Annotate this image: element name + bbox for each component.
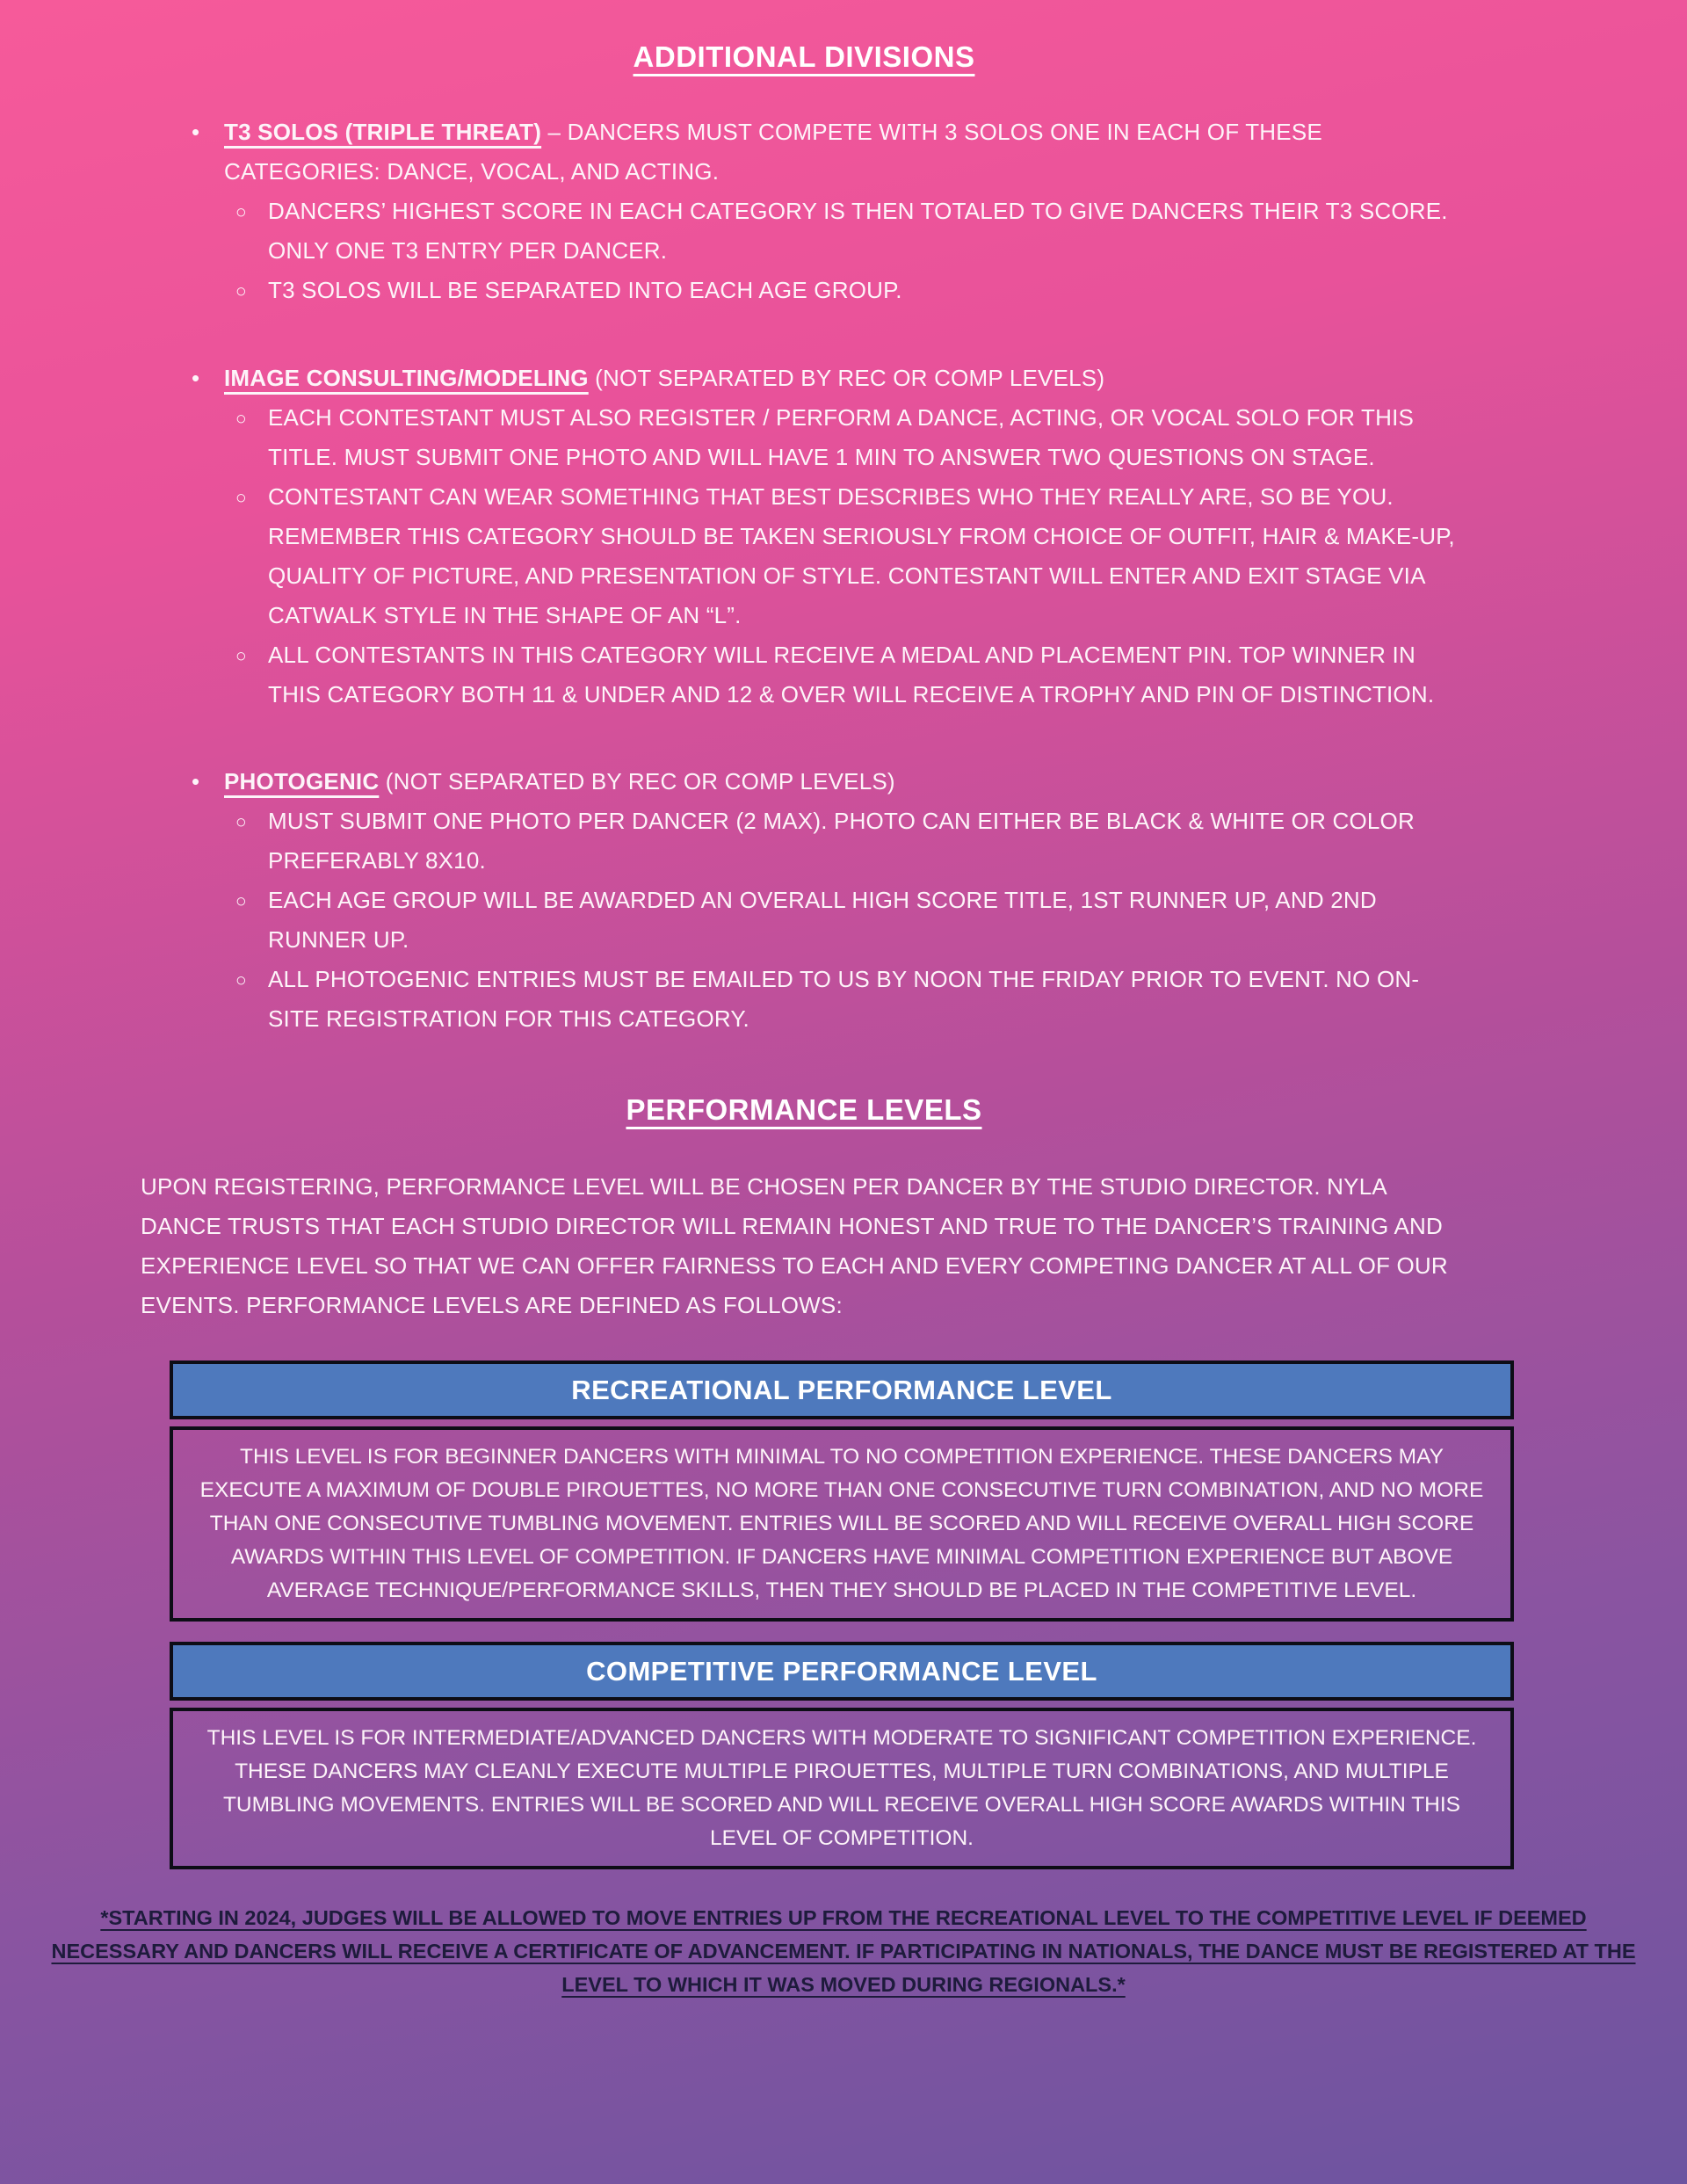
list-item-text: (NOT SEPARATED BY REC OR COMP LEVELS) [379, 768, 895, 795]
sub-list-item-text: EACH CONTESTANT MUST ALSO REGISTER / PERFORM A DANCE, ACTING, OR VOCAL SOLO FOR THIS TITLE. MUST SUBMIT ONE PHOTO AND WILL HAVE 1 MIN TO ANSWER TWO QUESTIONS ON STAGE. [268, 404, 1415, 470]
circle-bullet-icon: ○ [235, 646, 247, 666]
recreational-level-description: THIS LEVEL IS FOR BEGINNER DANCERS WITH MINIMAL TO NO COMPETITION EXPERIENCE. THESE DANCERS MAY EXECUTE A MAXIMUM OF DOUBLE PIROUETTES, NO MORE THAN ONE CONSECUTIVE TURN COMBINATION, AND NO MORE THAN ONE CONSECUTIVE TUMBLING MOVEMENT. ENTRIES WILL BE SCORED AND WILL RECEIVE OVERALL HIGH SCORE AWARDS WITHIN THIS LEVEL OF COMPETITION. IF DANCERS HAVE MINIMAL COMPETITION EXPERIENCE BUT ABOVE AVERAGE TECHNIQUE/PERFORMANCE SKILLS, THEN THEY SHOULD BE PLACED IN THE COMPETITIVE LEVEL. [170, 1426, 1514, 1622]
recreational-level-header [170, 1360, 1514, 1419]
circle-bullet-icon: ○ [235, 891, 247, 911]
sub-list-item [224, 271, 1467, 311]
sub-list-item-text: MUST SUBMIT ONE PHOTO PER DANCER (2 MAX). PHOTO CAN EITHER BE BLACK & WHITE OR COLOR PREFERABLY 8X10. [268, 808, 1415, 874]
sub-list-item-text: ALL PHOTOGENIC ENTRIES MUST BE EMAILED TO US BY NOON THE FRIDAY PRIOR TO EVENT. NO ON-SITE REGISTRATION FOR THIS CATEGORY. [268, 966, 1420, 1032]
circle-bullet-icon: ○ [235, 812, 247, 832]
list-item-t3-solos [141, 112, 1467, 311]
performance-levels-heading: PERFORMANCE LEVELS [626, 1093, 982, 1126]
sub-list-item-text: EACH AGE GROUP WILL BE AWARDED AN OVERALL HIGH SCORE TITLE, 1ST RUNNER UP, AND 2ND RUNNER UP. [268, 887, 1377, 953]
sub-list-item-text: CONTESTANT CAN WEAR SOMETHING THAT BEST DESCRIBES WHO THEY REALLY ARE, SO BE YOU. REMEMBER THIS CATEGORY SHOULD BE TAKEN SERIOUSLY FROM CHOICE OF OUTFIT, HAIR & MAKE-UP, QUALITY OF PICTURE, AND PRESENTATION OF STYLE. CONTESTANT WILL ENTER AND EXIT STAGE VIA CATWALK STYLE IN THE SHAPE OF AN “L”. [268, 483, 1455, 628]
list-item-text: – DANCERS MUST COMPETE WITH 3 SOLOS ONE IN EACH OF THESE CATEGORIES: DANCE, VOCAL, AND ACTING. [224, 119, 1322, 185]
performance-level-boxes [170, 1360, 1514, 1869]
performance-levels-intro: UPON REGISTERING, PERFORMANCE LEVEL WILL BE CHOSEN PER DANCER BY THE STUDIO DIRECTOR. NYLA DANCE TRUSTS THAT EACH STUDIO DIRECTOR WILL REMAIN HONEST AND TRUE TO THE DANCER’S TRAINING AND EXPERIENCE LEVEL SO THAT WE CAN OFFER FAIRNESS TO EACH AND EVERY COMPETING DANCER AT ALL OF OUR EVENTS. PERFORMANCE LEVELS ARE DEFINED AS FOLLOWS: [141, 1173, 1448, 1318]
list-item-title: T3 SOLOS (TRIPLE THREAT) [224, 119, 542, 145]
list-item-photogenic [141, 762, 1467, 1039]
circle-bullet-icon: ○ [235, 281, 247, 301]
list-item-image-consulting [141, 359, 1467, 715]
bullet-icon: • [192, 365, 200, 391]
sub-list-item-text: DANCERS’ HIGHEST SCORE IN EACH CATEGORY IS THEN TOTALED TO GIVE DANCERS THEIR T3 SCORE. ONLY ONE T3 ENTRY PER DANCER. [268, 198, 1448, 264]
sub-list-item-text: T3 SOLOS WILL BE SEPARATED INTO EACH AGE GROUP. [268, 277, 902, 303]
bullet-icon: • [192, 119, 200, 145]
recreational-level-header-label: RECREATIONAL PERFORMANCE LEVEL [571, 1374, 1112, 1405]
sub-list-item-text: ALL CONTESTANTS IN THIS CATEGORY WILL RECEIVE A MEDAL AND PLACEMENT PIN. TOP WINNER IN THIS CATEGORY BOTH 11 & UNDER AND 12 & OVER WILL RECEIVE A TROPHY AND PIN OF DISTINCTION. [268, 642, 1435, 707]
additional-divisions-heading: ADDITIONAL DIVISIONS [633, 40, 975, 73]
sub-list-item [224, 960, 1467, 1039]
sub-list-item [224, 635, 1467, 715]
circle-bullet-icon: ○ [235, 488, 247, 508]
list-item-lead [224, 359, 1467, 398]
circle-bullet-icon: ○ [235, 202, 247, 222]
sub-list-item [224, 802, 1467, 881]
list-item-lead [224, 762, 1467, 802]
list-item-title: IMAGE CONSULTING/MODELING [224, 365, 589, 391]
list-item-lead [224, 112, 1467, 192]
spacer [170, 1622, 1514, 1642]
sub-list-item [224, 881, 1467, 960]
list-item-title: PHOTOGENIC [224, 768, 380, 795]
competitive-level-description: THIS LEVEL IS FOR INTERMEDIATE/ADVANCED DANCERS WITH MODERATE TO SIGNIFICANT COMPETITION EXPERIENCE. THESE DANCERS MAY CLEANLY EXECUTE MULTIPLE PIROUETTES, MULTIPLE TURN COMBINATIONS, AND MULTIPLE TUMBLING MOVEMENTS. ENTRIES WILL BE SCORED AND WILL RECEIVE OVERALL HIGH SCORE AWARDS WITHIN THIS LEVEL OF COMPETITION. [170, 1708, 1514, 1869]
divisions-list [141, 112, 1467, 1039]
circle-bullet-icon: ○ [235, 409, 247, 429]
sub-list-item [224, 398, 1467, 477]
sub-list-item [224, 477, 1467, 635]
bullet-icon: • [192, 768, 200, 795]
sub-list-item [224, 192, 1467, 271]
competitive-level-header-label: COMPETITIVE PERFORMANCE LEVEL [586, 1655, 1097, 1687]
circle-bullet-icon: ○ [235, 970, 247, 990]
competitive-level-header [170, 1642, 1514, 1701]
list-item-text: (NOT SEPARATED BY REC OR COMP LEVELS) [588, 365, 1105, 391]
footnote: *STARTING IN 2024, JUDGES WILL BE ALLOWED TO MOVE ENTRIES UP FROM THE RECREATIONAL LEVEL TO THE COMPETITIVE LEVEL IF DEEMED NECESSARY AND DANCERS WILL RECEIVE A CERTIFICATE OF ADVANCEMENT. IF PARTICIPATING IN NATIONALS, THE DANCE MUST BE REGISTERED AT THE LEVEL TO WHICH IT WAS MOVED DURING REGIONALS.* [51, 1906, 1636, 1996]
